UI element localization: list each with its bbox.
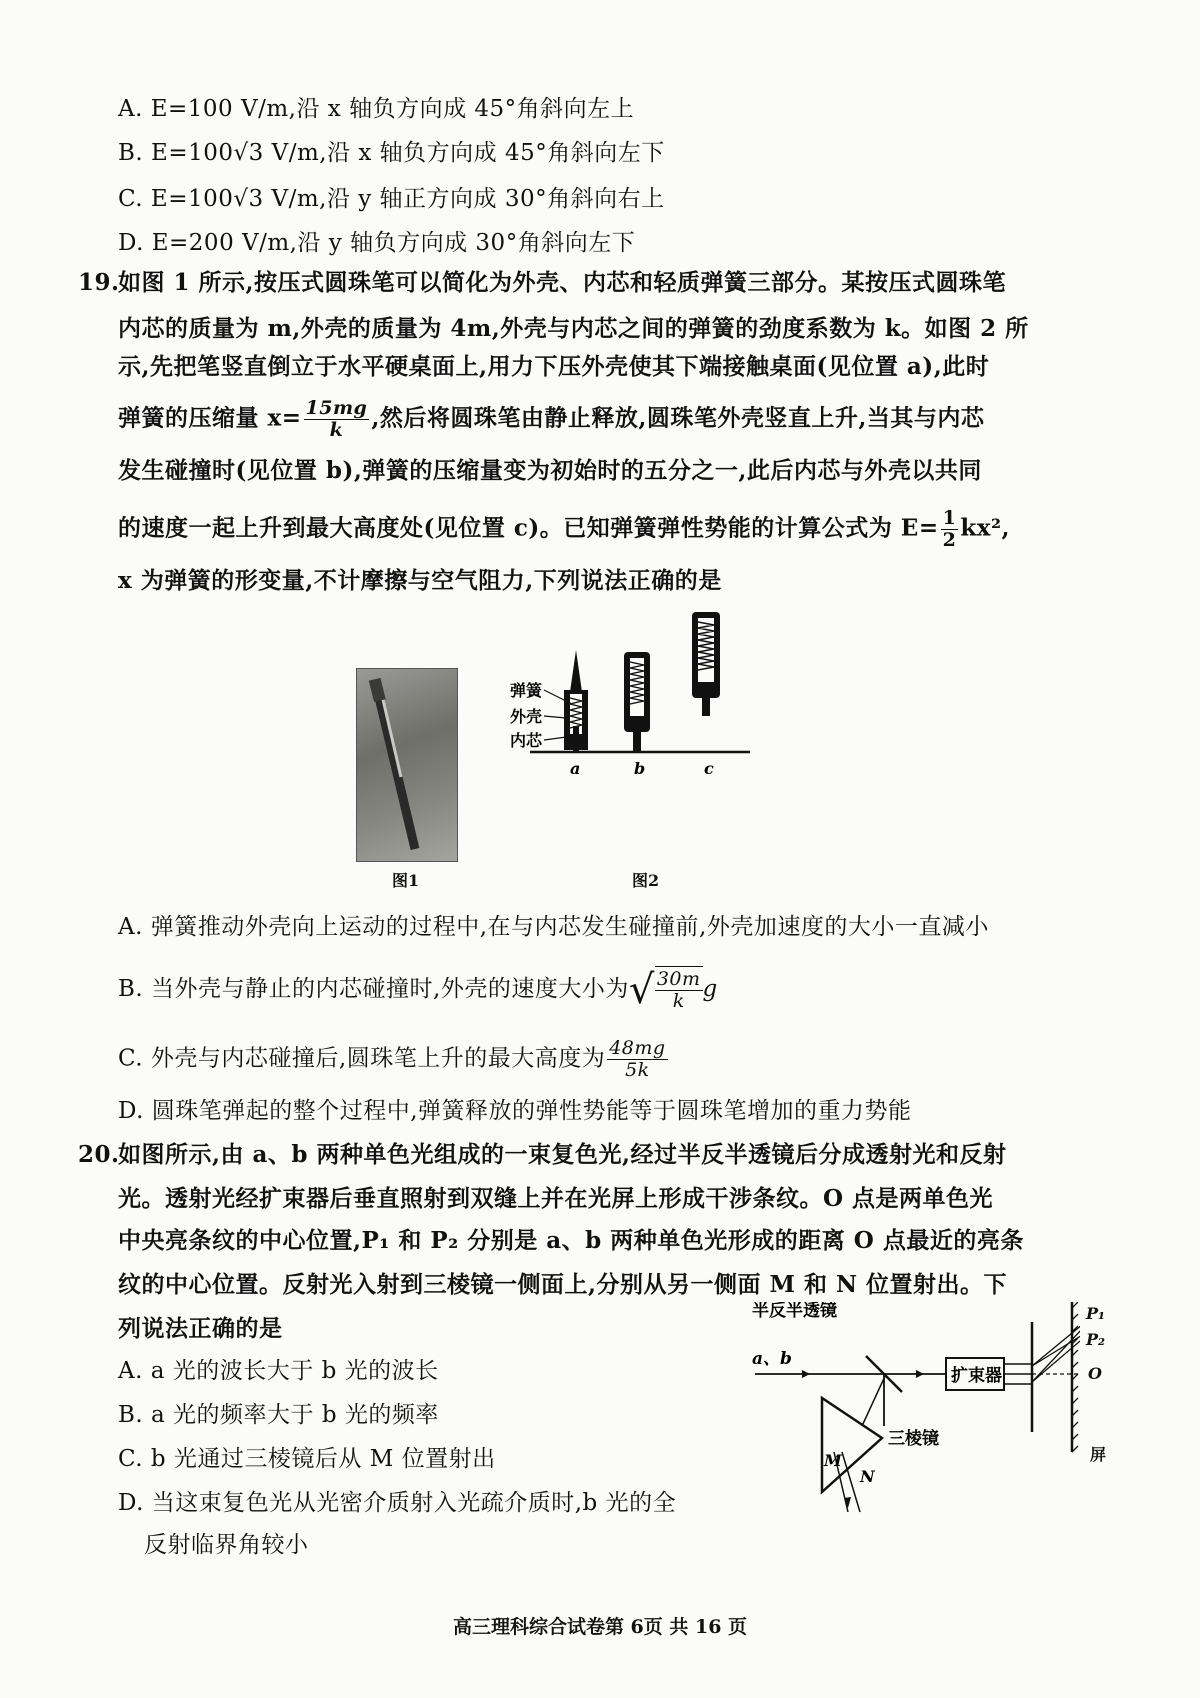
q19-option-b <box>118 966 718 1014</box>
label-p2: P₂ <box>1086 1330 1106 1349</box>
label-o: O <box>1088 1364 1102 1383</box>
label-prism: 三棱镜 <box>888 1429 939 1449</box>
q19-line3: 示,先把笔竖直倒立于水平硬桌面上,用力下压外壳使其下端接触桌面(见位置 a),此时 <box>118 353 990 380</box>
q19-energy-frac-den: 2 <box>942 529 957 551</box>
pen-positions-diagram <box>500 608 760 866</box>
q19-option-c-den: 5k <box>625 1059 650 1081</box>
q20-option-d-line1: D. 当这束复色光从光密介质射入光疏介质时,b 光的全 <box>118 1490 677 1516</box>
q19-energy-frac-num: 1 <box>942 507 957 529</box>
pen-position-b <box>624 652 650 752</box>
pen-position-c <box>692 612 720 716</box>
q19-line4-post: ,然后将圆珠笔由静止释放,圆珠笔外壳竖直上升,当其与内芯 <box>371 404 985 432</box>
q19-line6-post: kx², <box>960 514 1011 542</box>
optics-diagram <box>750 1302 1080 1536</box>
q19-option-c-num: 48mg <box>609 1037 666 1059</box>
label-expander: 扩束器 <box>951 1366 1002 1386</box>
label-spring: 弹簧 <box>510 681 543 700</box>
q19-line7: x 为弹簧的形变量,不计摩擦与空气阻力,下列说法正确的是 <box>118 567 722 594</box>
q18-option-b: B. E=100√3 V/m,沿 x 轴负方向成 45°角斜向左下 <box>118 140 665 166</box>
label-position-a: a <box>570 759 581 778</box>
q19-x-frac-den: k <box>329 419 344 441</box>
label-p1: P₁ <box>1086 1304 1106 1323</box>
q19-line6-pre: 的速度一起上升到最大高度处(见位置 c)。已知弹簧弹性势能的计算公式为 E= <box>118 514 939 542</box>
label-core: 内芯 <box>510 731 543 750</box>
label-n: N <box>860 1467 875 1486</box>
q19-line4-pre: 弹簧的压缩量 x= <box>118 404 302 432</box>
pen-photo <box>356 668 458 862</box>
q19-line6 <box>118 508 1010 551</box>
q19-option-c <box>118 1038 670 1081</box>
q19-line2: 内芯的质量为 m,外壳的质量为 4m,外壳与内芯之间的弹簧的劲度系数为 k。如图 2 所 <box>118 315 1029 342</box>
q19-option-b-sqrt: √ $\frac{30m}{k}$ <box>628 967 701 1013</box>
q20-number: 20. <box>78 1141 120 1168</box>
label-half-mirror: 半反半透镜 <box>752 1302 837 1321</box>
q20-option-c: C. b 光通过三棱镜后从 M 位置射出 <box>118 1446 496 1472</box>
label-shell: 外壳 <box>510 707 543 726</box>
q20-option-a: A. a 光的波长大于 b 光的波长 <box>118 1358 439 1384</box>
q18-option-c: C. E=100√3 V/m,沿 y 轴正方向成 30°角斜向右上 <box>118 186 665 212</box>
page-footer: 高三理科综合试卷第 6页 共 16 页 <box>452 1616 748 1638</box>
q19-line4 <box>118 398 984 441</box>
figure1-caption: 图1 <box>392 871 420 890</box>
q20-line4: 纹的中心位置。反射光入射到三棱镜一侧面上,分别从另一侧面 M 和 N 位置射出。下 <box>118 1271 1008 1298</box>
q19-line1: 如图 1 所示,按压式圆珠笔可以简化为外壳、内芯和轻质弹簧三部分。某按压式圆珠笔 <box>118 269 1007 296</box>
pen-photo-illustration <box>357 669 457 861</box>
q20-line2: 光。透射光经扩束器后垂直照射到双缝上并在光屏上形成干涉条纹。O 点是两单色光 <box>118 1185 994 1212</box>
q19-option-b-text: B. 当外壳与静止的内芯碰撞时,外壳的速度大小为 <box>118 976 629 1002</box>
label-m: M <box>824 1451 842 1470</box>
q19-option-b-den: k <box>672 990 685 1012</box>
q19-x-fraction <box>304 398 370 441</box>
q19-option-b-num: 30m <box>656 968 701 990</box>
q19-number: 19. <box>78 269 120 296</box>
q19-option-a: A. 弹簧推动外壳向上运动的过程中,在与内芯发生碰撞前,外壳加速度的大小一直减小 <box>118 914 989 940</box>
q20-line1: 如图所示,由 a、b 两种单色光组成的一束复色光,经过半反半透镜后分成透射光和反射 <box>118 1141 1007 1168</box>
label-position-c: c <box>704 759 714 778</box>
figure2-caption: 图2 <box>632 871 660 890</box>
q20-option-b: B. a 光的频率大于 b 光的频率 <box>118 1402 439 1428</box>
label-ab: a、b <box>752 1349 792 1369</box>
q19-line5: 发生碰撞时(见位置 b),弹簧的压缩量变为初始时的五分之一,此后内芯与外壳以共同 <box>118 457 982 484</box>
q19-option-d: D. 圆珠笔弹起的整个过程中,弹簧释放的弹性势能等于圆珠笔增加的重力势能 <box>118 1098 912 1124</box>
q19-option-b-g: g <box>702 976 718 1002</box>
q20-option-d-line2: 反射临界角较小 <box>144 1532 309 1558</box>
q19-x-frac-num: 15mg <box>305 397 368 419</box>
label-position-b: b <box>634 759 646 778</box>
q20-line3: 中央亮条纹的中心位置,P₁ 和 P₂ 分别是 a、b 两种单色光形成的距离 O 点最近的亮条 <box>118 1227 1024 1254</box>
q20-line5: 列说法正确的是 <box>118 1315 283 1342</box>
q19-option-c-text: C. 外壳与内芯碰撞后,圆珠笔上升的最大高度为 <box>118 1045 606 1072</box>
q18-option-d: D. E=200 V/m,沿 y 轴负方向成 30°角斜向左下 <box>118 230 636 256</box>
q18-option-a: A. E=100 V/m,沿 x 轴负方向成 45°角斜向左上 <box>118 96 635 122</box>
q19-energy-fraction <box>941 508 959 551</box>
label-screen: 屏 <box>1090 1445 1107 1464</box>
